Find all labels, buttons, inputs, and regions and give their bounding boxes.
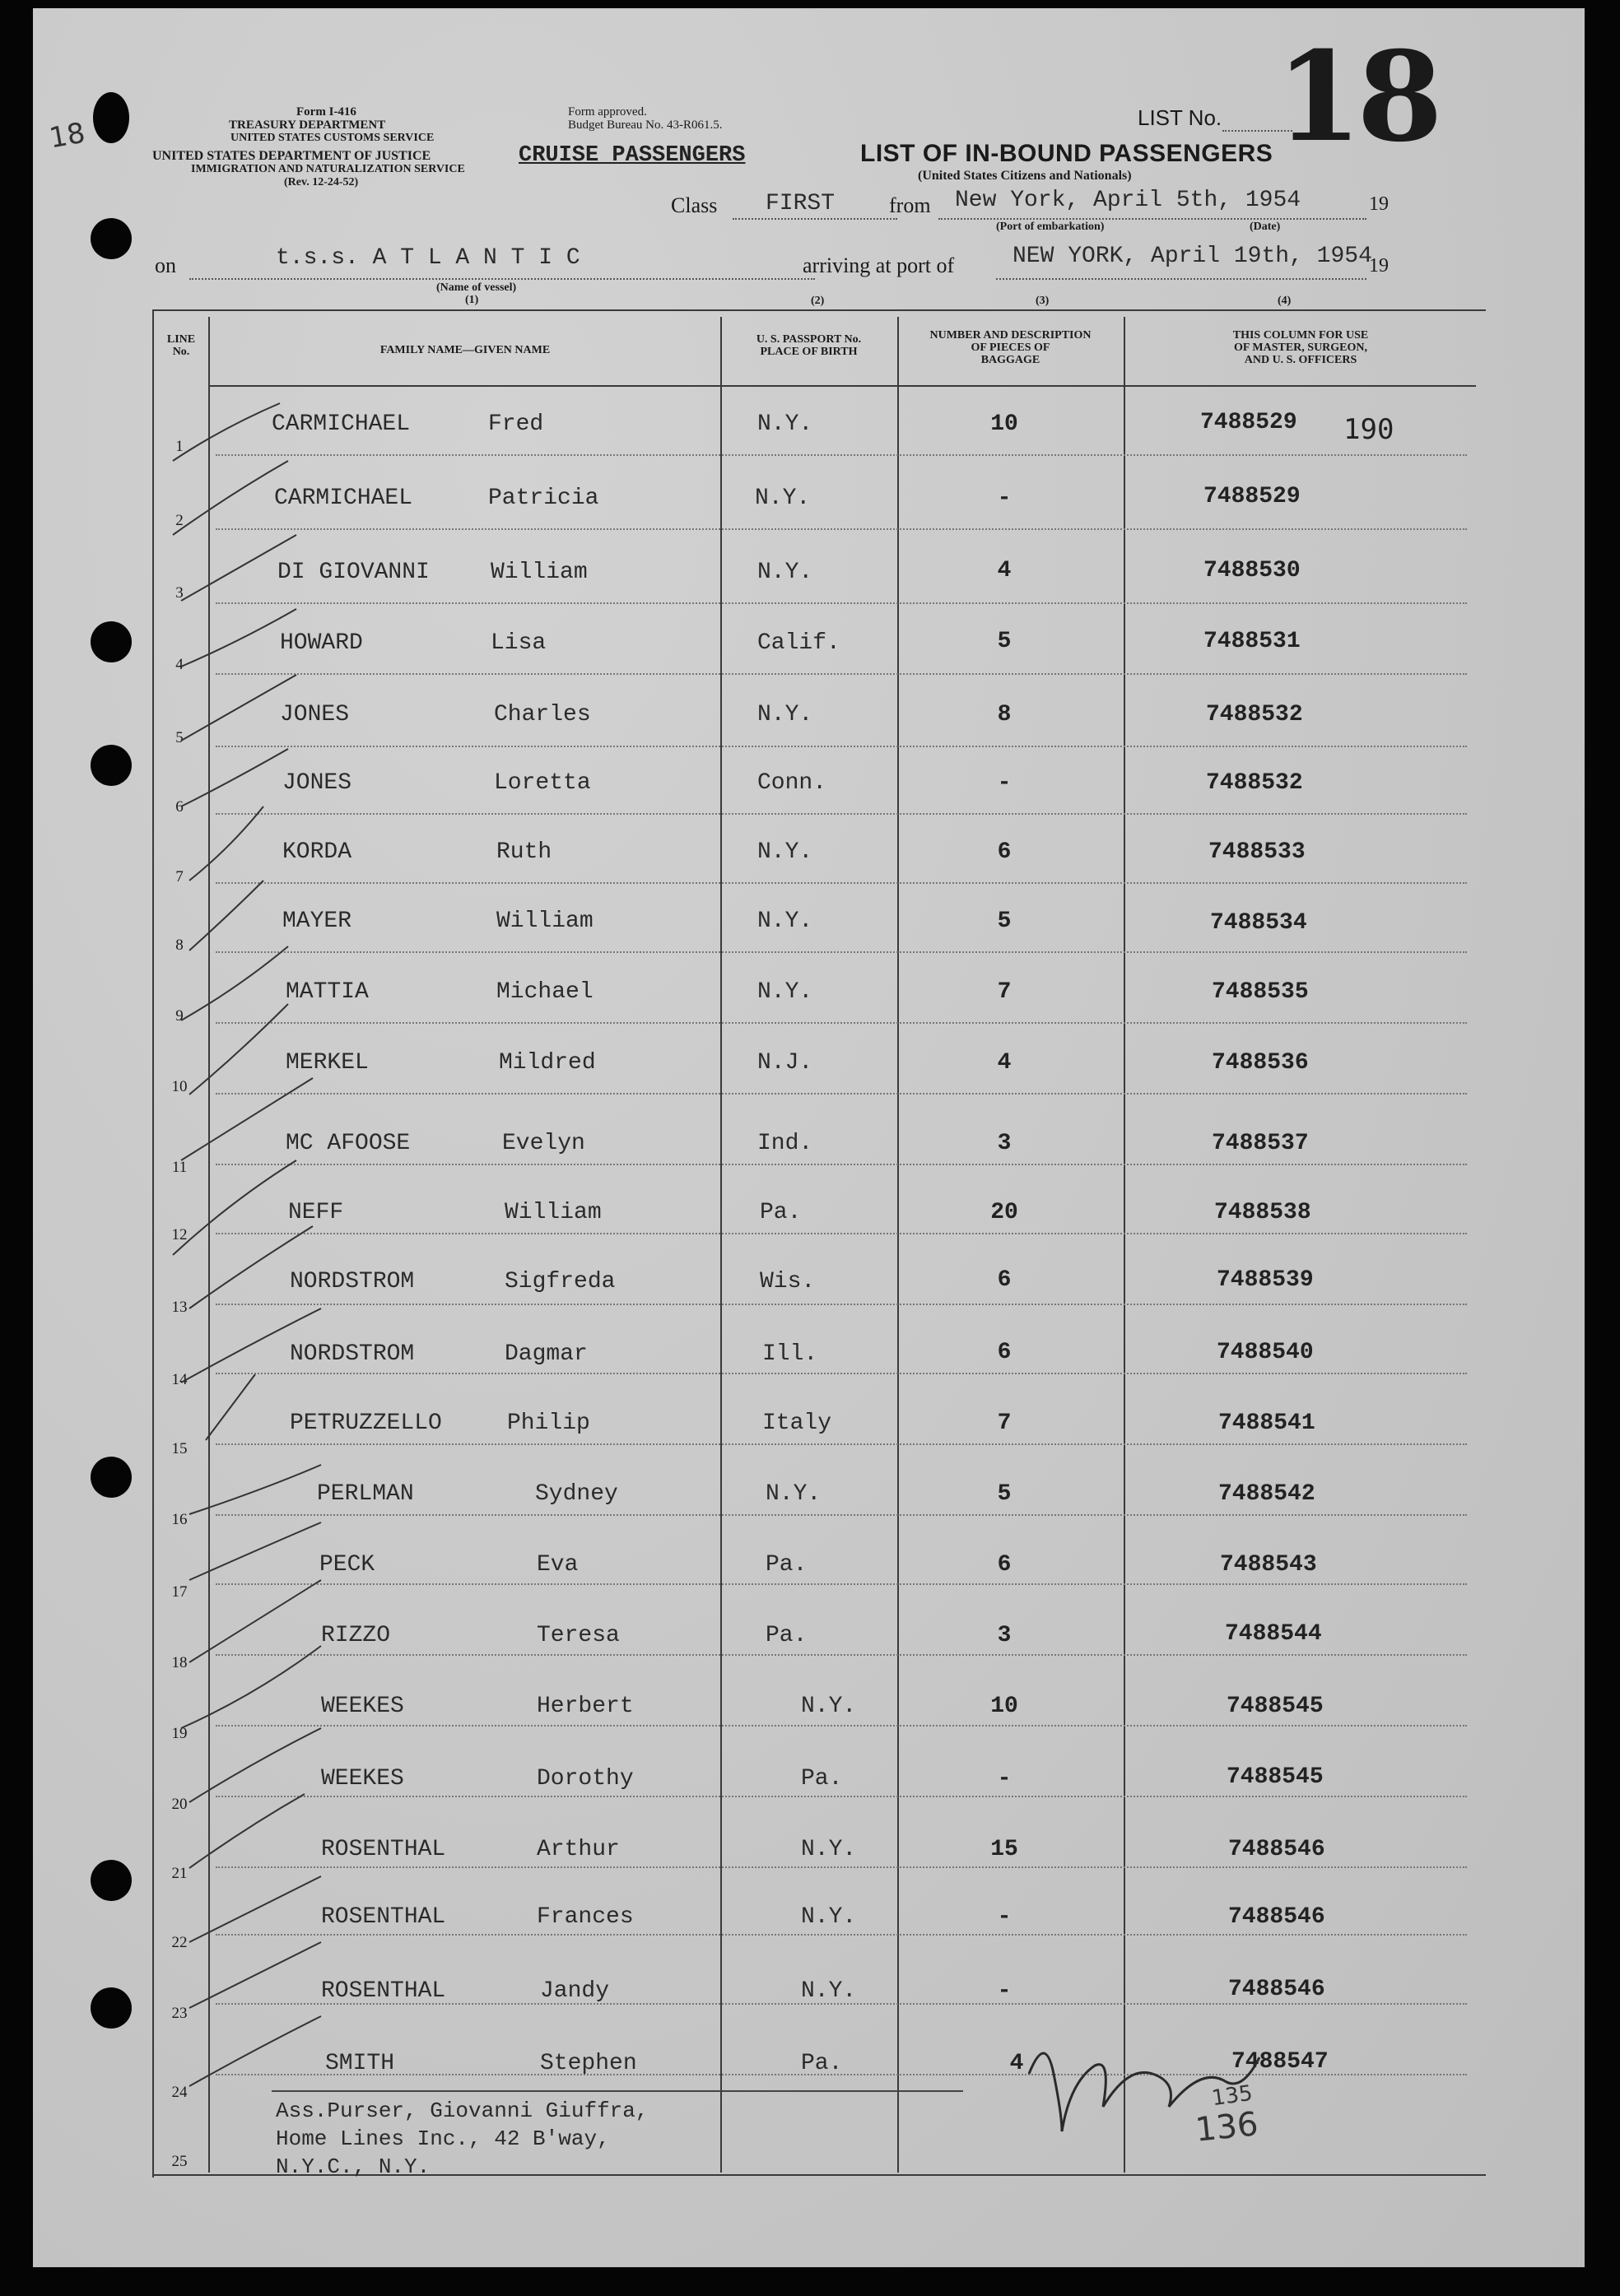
place-of-birth: Ind.	[757, 1131, 813, 1156]
family-name: CARMICHAEL	[274, 486, 413, 511]
place-of-birth: Pa.	[801, 1766, 843, 1792]
place-of-birth: Pa.	[760, 1200, 802, 1225]
officer-number: 7488532	[1206, 702, 1303, 727]
given-name: Charles	[494, 702, 591, 727]
form-number: Form I-416	[296, 105, 356, 119]
col-header-line: LINE No.	[166, 333, 196, 358]
baggage-count: -	[997, 486, 1012, 511]
officer-number: 7488546	[1228, 1837, 1325, 1862]
line-number: 2	[175, 512, 184, 529]
manifest-page	[33, 8, 1585, 2267]
line-number: 8	[175, 937, 184, 954]
list-no-label: LIST No.	[1138, 105, 1222, 130]
given-name: Eva	[537, 1552, 579, 1578]
punch-hole	[91, 745, 132, 786]
family-name: MATTIA	[286, 979, 369, 1005]
officer-number: 7488546	[1228, 1977, 1325, 2002]
line-number: 5	[175, 729, 184, 746]
line-number: 7	[175, 868, 184, 885]
cruise-passengers: CRUISE PASSENGERS	[519, 143, 746, 168]
place-of-birth: Wis.	[760, 1269, 816, 1294]
purser-line-1: Ass.Purser, Giovanni Giuffra,	[276, 2098, 649, 2123]
given-name: Evelyn	[502, 1131, 585, 1156]
given-name: William	[496, 909, 594, 934]
arrival-port-date: NEW YORK, April 19th, 1954	[1012, 244, 1372, 269]
line-number: 18	[171, 1654, 188, 1671]
vessel-name: t.s.s. A T L A N T I C	[276, 245, 580, 271]
col-header-passport: U. S. PASSPORT No. PLACE OF BIRTH	[756, 333, 862, 358]
line-number: 16	[171, 1511, 188, 1528]
col-header-officers: THIS COLUMN FOR USE OF MASTER, SURGEON, AND U. S. OFFICERS	[1232, 329, 1369, 366]
given-name: Jandy	[540, 1978, 610, 2004]
officer-number: 7488531	[1203, 629, 1301, 654]
list-subtitle: (United States Citizens and Nationals)	[918, 169, 1132, 183]
family-name: PECK	[319, 1552, 375, 1578]
purser-line-2: Home Lines Inc., 42 B'way,	[276, 2126, 610, 2151]
vessel-label: (Name of vessel)	[436, 281, 517, 294]
baggage-count: 5	[997, 909, 1012, 934]
place-of-birth: N.Y.	[757, 909, 813, 934]
check-marks	[156, 395, 403, 2173]
place-of-birth: N.Y.	[766, 1481, 822, 1507]
from-label: from	[889, 193, 931, 217]
given-name: Stephen	[540, 2051, 637, 2076]
line-number: 23	[171, 2005, 188, 2022]
line-number: 10	[171, 1078, 188, 1095]
baggage-count: 4	[997, 558, 1012, 583]
baggage-count: 7	[997, 979, 1012, 1005]
baggage-count: 6	[997, 1267, 1012, 1293]
officer-number: 7488546	[1228, 1904, 1325, 1930]
officer-number: 7488545	[1227, 1764, 1324, 1790]
handwritten-136: 136	[1193, 2105, 1260, 2150]
officer-number: 7488543	[1220, 1552, 1317, 1578]
family-name: NORDSTROM	[290, 1269, 415, 1294]
punch-hole	[91, 621, 132, 662]
place-of-birth: N.Y.	[755, 486, 811, 511]
officer-number: 7488545	[1227, 1694, 1324, 1719]
officer-number: 7488547	[1231, 2049, 1329, 2075]
year-suffix-2: 19	[1369, 255, 1389, 277]
date-label: (Date)	[1250, 221, 1281, 233]
place-of-birth: N.Y.	[757, 411, 813, 437]
baggage-count: 8	[997, 702, 1012, 727]
place-of-birth: Conn.	[757, 770, 827, 796]
class-value: FIRST	[766, 191, 836, 216]
treasury-dept: TREASURY DEPARTMENT	[229, 119, 386, 132]
family-name: MC AFOOSE	[286, 1131, 411, 1156]
place-of-birth: Pa.	[801, 2051, 843, 2076]
baggage-count: -	[997, 770, 1012, 796]
embark-port-date: New York, April 5th, 1954	[955, 188, 1301, 213]
family-name: ROSENTHAL	[321, 1904, 446, 1930]
officer-number: 7488529	[1203, 484, 1301, 509]
given-name: Ruth	[496, 839, 552, 865]
given-name: Loretta	[494, 770, 591, 796]
baggage-count: -	[997, 1904, 1012, 1930]
budget-bureau: Budget Bureau No. 43-R061.5.	[568, 119, 723, 132]
place-of-birth: Calif.	[757, 630, 840, 656]
family-name: PETRUZZELLO	[290, 1411, 442, 1436]
officer-number: 7488539	[1217, 1267, 1314, 1293]
given-name: Michael	[496, 979, 594, 1005]
given-name: Sigfreda	[505, 1269, 616, 1294]
given-name: Fred	[488, 411, 544, 437]
place-of-birth: N.Y.	[801, 1978, 857, 2004]
given-name: Sydney	[535, 1481, 618, 1507]
col-num-4: (4)	[1278, 295, 1292, 307]
officer-number: 7488530	[1203, 558, 1301, 583]
col-header-baggage: NUMBER AND DESCRIPTION OF PIECES OF BAGGAGE	[929, 329, 1092, 366]
family-name: RIZZO	[321, 1623, 391, 1648]
given-name: Mildred	[499, 1050, 596, 1076]
family-name: ROSENTHAL	[321, 1837, 446, 1862]
place-of-birth: N.Y.	[757, 702, 813, 727]
on-label: on	[155, 253, 176, 277]
family-name: HOWARD	[280, 630, 363, 656]
col-num-1: (1)	[465, 294, 479, 306]
family-name: MERKEL	[286, 1050, 369, 1076]
class-label: Class	[671, 193, 718, 217]
baggage-count: -	[997, 1978, 1012, 2004]
given-name: William	[505, 1200, 602, 1225]
line-number: 24	[171, 2084, 188, 2101]
given-name: Arthur	[537, 1837, 620, 1862]
officer-number: 7488535	[1212, 979, 1309, 1005]
baggage-count: 6	[997, 1552, 1012, 1578]
port-embarkation-label: (Port of embarkation)	[996, 221, 1105, 233]
baggage-count: 3	[997, 1623, 1012, 1648]
handwritten-135: 135	[1210, 2080, 1255, 2112]
place-of-birth: N.Y.	[757, 560, 813, 585]
year-suffix: 19	[1369, 193, 1389, 215]
place-of-birth: N.Y.	[757, 979, 813, 1005]
purser-line-3: N.Y.C., N.Y.	[276, 2154, 431, 2179]
given-name: Dorothy	[537, 1766, 634, 1792]
officer-number: 7488529	[1200, 410, 1297, 435]
line-number: 17	[171, 1583, 188, 1601]
line-number: 25	[171, 2153, 188, 2170]
line-number: 19	[171, 1725, 188, 1742]
place-of-birth: N.J.	[757, 1050, 813, 1076]
officer-number: 7488533	[1208, 839, 1306, 865]
place-of-birth: N.Y.	[801, 1904, 857, 1930]
line-number: 6	[175, 798, 184, 816]
place-of-birth: Pa.	[766, 1552, 808, 1578]
line-number: 11	[171, 1159, 188, 1176]
line-number: 22	[171, 1934, 188, 1951]
family-name: NORDSTROM	[290, 1341, 415, 1367]
line-number: 3	[175, 584, 184, 602]
family-name: JONES	[280, 702, 350, 727]
line-number: 14	[171, 1371, 188, 1388]
baggage-count: 3	[997, 1131, 1012, 1156]
baggage-count: 4	[1009, 2051, 1024, 2076]
family-name: SMITH	[325, 2051, 395, 2076]
place-of-birth: Italy	[762, 1411, 832, 1436]
line-number: 1	[175, 438, 184, 455]
given-name: Teresa	[537, 1623, 620, 1648]
place-of-birth: N.Y.	[757, 839, 813, 865]
punch-hole	[91, 218, 132, 259]
baggage-count: -	[997, 1766, 1012, 1792]
given-name: Patricia	[488, 486, 599, 511]
officer-number: 7488534	[1210, 910, 1307, 936]
place-of-birth: Ill.	[762, 1341, 818, 1367]
given-name: Philip	[507, 1411, 590, 1436]
officer-number: 7488540	[1217, 1340, 1314, 1365]
col-num-3: (3)	[1036, 295, 1050, 307]
officer-number: 7488536	[1212, 1050, 1309, 1076]
list-number: 18	[1276, 25, 1438, 170]
baggage-count: 5	[997, 629, 1012, 654]
line-number: 21	[171, 1865, 188, 1882]
family-name: WEEKES	[321, 1766, 404, 1792]
baggage-count: 6	[997, 1340, 1012, 1365]
form-approved: Form approved.	[568, 105, 647, 119]
baggage-count: 6	[997, 839, 1012, 865]
given-name: William	[491, 560, 588, 585]
family-name: WEEKES	[321, 1694, 404, 1719]
arriving-label: arriving at port of	[803, 253, 955, 277]
line-number: 13	[171, 1299, 188, 1316]
baggage-count: 10	[990, 1694, 1018, 1719]
family-name: KORDA	[282, 839, 352, 865]
baggage-count: 15	[990, 1837, 1018, 1862]
given-name: Lisa	[491, 630, 547, 656]
punch-hole	[91, 1457, 132, 1498]
punch-hole	[91, 1987, 132, 2029]
line-number: 15	[171, 1440, 188, 1457]
officer-number: 7488542	[1218, 1481, 1315, 1507]
revision-date: (Rev. 12-24-52)	[284, 176, 359, 188]
baggage-count: 20	[990, 1200, 1018, 1225]
family-name: CARMICHAEL	[272, 411, 411, 437]
baggage-count: 7	[997, 1411, 1012, 1436]
given-name: Frances	[537, 1904, 634, 1930]
line-number: 4	[175, 656, 184, 673]
officer-number: 7488537	[1212, 1131, 1309, 1156]
baggage-count: 5	[997, 1481, 1012, 1507]
officer-number: 7488544	[1225, 1621, 1322, 1647]
punch-hole	[93, 92, 129, 143]
given-name: Dagmar	[505, 1341, 588, 1367]
handwritten-190: 190	[1343, 413, 1394, 446]
margin-number: 18	[46, 116, 88, 156]
line-number: 12	[171, 1226, 188, 1243]
col-header-name: FAMILY NAME—GIVEN NAME	[379, 344, 551, 356]
family-name: ROSENTHAL	[321, 1978, 446, 2004]
list-title: LIST OF IN-BOUND PASSENGERS	[860, 140, 1273, 167]
justice-dept: UNITED STATES DEPARTMENT OF JUSTICE	[152, 149, 431, 163]
family-name: MAYER	[282, 909, 352, 934]
immigration-service: IMMIGRATION AND NATURALIZATION SERVICE	[191, 163, 465, 175]
family-name: DI GIOVANNI	[277, 560, 430, 585]
place-of-birth: N.Y.	[801, 1837, 857, 1862]
family-name: JONES	[282, 770, 352, 796]
punch-hole	[91, 1860, 132, 1901]
officer-number: 7488541	[1218, 1411, 1315, 1436]
family-name: PERLMAN	[317, 1481, 414, 1507]
line-number: 20	[171, 1796, 188, 1813]
family-name: NEFF	[288, 1200, 344, 1225]
given-name: Herbert	[537, 1694, 634, 1719]
officer-number: 7488538	[1214, 1200, 1311, 1225]
customs-service: UNITED STATES CUSTOMS SERVICE	[230, 132, 435, 144]
col-num-2: (2)	[811, 295, 825, 307]
baggage-count: 10	[990, 411, 1018, 437]
place-of-birth: Pa.	[766, 1623, 808, 1648]
line-number: 9	[175, 1007, 184, 1025]
baggage-count: 4	[997, 1050, 1012, 1076]
place-of-birth: N.Y.	[801, 1694, 857, 1719]
officer-number: 7488532	[1206, 770, 1303, 796]
